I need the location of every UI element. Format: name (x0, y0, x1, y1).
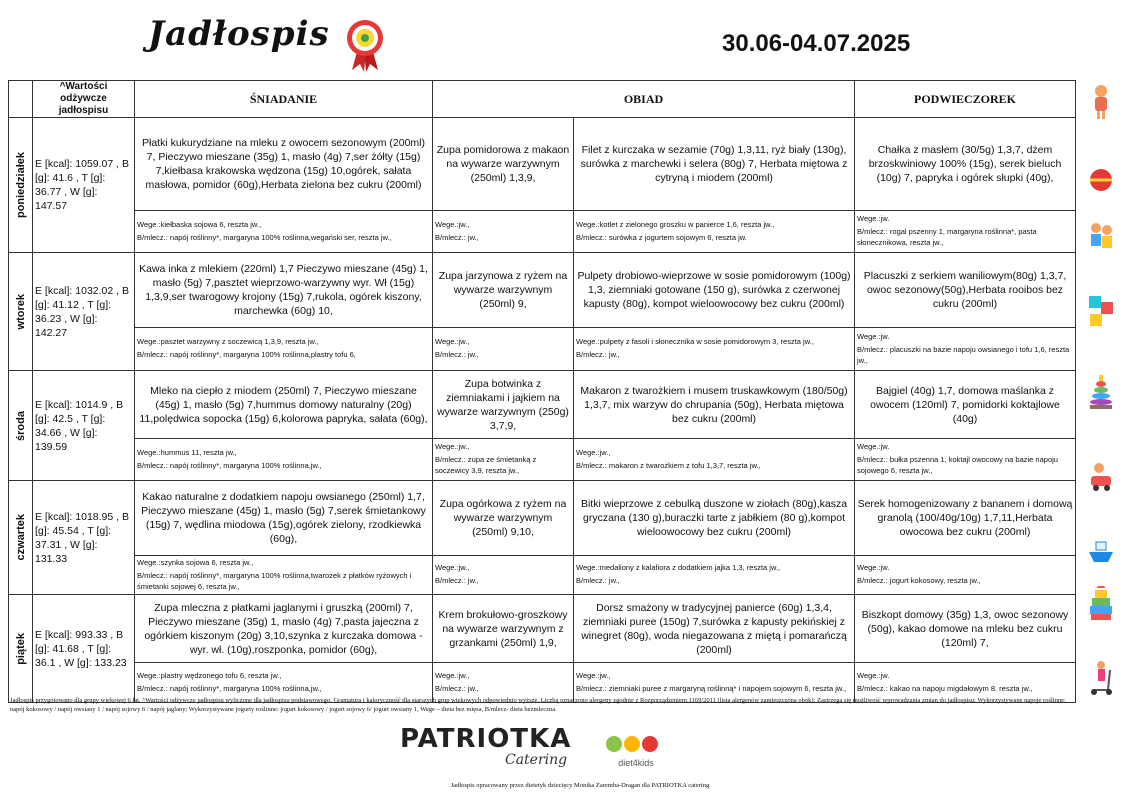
snack-alt-cell: Wege.:jw. B/mlecz.: kakao na napoju migdałowym 8. reszta jw., (855, 663, 1076, 703)
stacker-icon (1088, 374, 1114, 410)
date-range: 30.06-04.07.2025 (722, 30, 911, 57)
day-alt-row (9, 556, 1076, 595)
breakfast-alt-cell: Wege.:hummus 11, reszta jw., B/mlecz.: napój roślinny*, margaryna 100% roślinna,jw., (135, 439, 433, 481)
lunch-header: OBIAD (433, 81, 855, 118)
soup-cell: Krem brokułowo-groszkowy na wywarze warzywnym z grzankami (250ml) 1,9, (433, 595, 574, 663)
day-main-row (9, 253, 1076, 328)
soup-cell: Zupa pomidorowa z makaon na wywarze warzywnym (250ml) 1,3,9, (433, 118, 574, 211)
snack-alt-cell: Wege.:jw. B/mlecz.: rogal pszenny 1, margaryna roślinna*, pasta słonecznikowa, reszta jw., (855, 211, 1076, 253)
day-cell: czwartek (9, 481, 33, 595)
day-cell: wtorek (9, 253, 33, 371)
breakfast-alt-cell: Wege.:plastry wędzonego tofu 6, reszta jw., B/mlecz.: napój roślinny*, margaryna 100% roślinna,jw., (135, 663, 433, 703)
day-alt-row (9, 439, 1076, 481)
energy-cell: E [kcal]: 993.33 , B [g]: 41.68 , T [g]: 36.1 , W [g]: 133.23 (33, 595, 135, 703)
day-alt-row (9, 328, 1076, 371)
day-main-row (9, 481, 1076, 556)
soup-alt-cell: Wege.:jw., B/mlecz.: jw., (433, 663, 574, 703)
main-dish-cell: Pulpety drobiowo-wieprzowe w sosie pomidorowym (100g) 1,3, ziemniaki gotowane (150 g), surówka z czerwonej kapusty (80g), kompot wieloowocowy bez cukru (200ml) (574, 253, 855, 328)
breakfast-cell: Płatki kukurydziane na mleku z owocem sezonowym (200ml) 7, Pieczywo mieszane (35g) 1, masło (4g) 7,ser żółty (15g) 7,kiełbasa krakowska wędzona (15g) 10,ogórek, sałata masłowa, pomidor (60g),Herbata zielona bez cukru (200ml) (135, 118, 433, 211)
snack-cell: Chałka z masłem (30/5g) 1,3,7, dżem brzoskwiniowy 100% (15g), serek bieluch (10g) 7, papryka i ogórek słupki (40g), (855, 118, 1076, 211)
breakfast-alt-cell: Wege.:szynka sojowa 6, reszta jw., B/mlecz.: napój roślinny*, margaryna 100% roślinna,twarożek z płatków ryżowych i śmietanki sojowej 6, reszta jw., (135, 556, 433, 595)
patriotka-logo: PATRIOTKA (400, 724, 572, 754)
day-main-row (9, 118, 1076, 211)
main-alt-cell: Wege.:pulpety z fasoli i słonecznika w sosie pomidorowym 3, reszta jw., B/mlecz.: jw., (574, 328, 855, 371)
page-title: Jadłospis (148, 14, 330, 54)
ball-icon (1088, 162, 1114, 198)
soup-cell: Zupa botwinka z ziemniakami i jajkiem na wywarze warzywnym (250g) 3,7,9, (433, 371, 574, 439)
soup-alt-cell: Wege.:jw., B/mlecz.: jw., (433, 211, 574, 253)
soup-alt-cell: Wege.:jw., B/mlecz.: zupa ze śmietanką z soczewicy 3,9, reszta jw., (433, 439, 574, 481)
day-header (9, 81, 33, 118)
energy-cell: E [kcal]: 1032.02 , B [g]: 41.12 , T [g]: 36.23 , W [g]: 142.27 (33, 253, 135, 371)
soup-cell: Zupa jarzynowa z ryżem na wywarze warzywnym (250ml) 9, (433, 253, 574, 328)
scooter-icon (1088, 660, 1114, 696)
girl-icon (1088, 84, 1114, 120)
energy-header: ^Wartości odżywcze jadłospisu (33, 81, 135, 118)
snack-cell: Serek homogenizowany z bananem i domową granolą (100/40g/10g) 1,7,11,Herbata owocowa bez cukru (200ml) (855, 481, 1076, 556)
breakfast-alt-cell: Wege.:pasztet warzywny z soczewicą 1,3,9, reszta jw., B/mlecz.: napój roślinny*, margaryna 100% roślinna,plastry tofu 6, (135, 328, 433, 371)
kids-icon (1088, 218, 1114, 254)
catering-logo-text: Catering (505, 752, 568, 768)
day-cell: środa (9, 371, 33, 481)
menu-table (8, 80, 1076, 703)
diet4kids-logo (602, 732, 672, 772)
breakfast-cell: Mleko na ciepło z miodem (250ml) 7, Pieczywo mieszane (45g) 1, masło (5g) 7,hummus domowy naturalny (20g) 11,polędwica sopocka (15g) 6,kolorowa papryka, sałata (60g), (135, 371, 433, 439)
blocks-icon (1088, 294, 1114, 330)
main-dish-cell: Makaron z twarożkiem i musem truskawkowym (180/50g) 1,3,7, mix warzyw do chrupania (50g), Herbata miętowa bez cukru (200ml) (574, 371, 855, 439)
main-alt-cell: Wege.:kotlet z zielonego groszku w panierce 1,6, reszta jw., B/mlecz.: surówka z jogurtem sojowym 6, reszta jw. (574, 211, 855, 253)
breakfast-cell: Zupa mleczna z płatkami jaglanymi i gruszką (200ml) 7, Pieczywo mieszane (35g) 1, masło (4g) 7,pasta jajeczna z ogórkiem kiszonym (20g) 3,10,szynka z kurczaka domowa - wyr. wł. (10g),roszponka, pomidor (60g), (135, 595, 433, 663)
energy-cell: E [kcal]: 1059.07 , B [g]: 41.6 , T [g]: 36.77 , W [g]: 147.57 (33, 118, 135, 253)
soup-alt-cell: Wege.:jw., B/mlecz.: jw., (433, 556, 574, 595)
car-icon (1088, 460, 1114, 496)
day-cell: poniedziałek (9, 118, 33, 253)
snack-cell: Placuszki z serkiem waniliowym(80g) 1,3,7, owoc sezonowy(50g),Herbata rooibos bez cukru (200ml) (855, 253, 1076, 328)
snack-alt-cell: Wege.:jw. B/mlecz.: placuszki na bazie napoju owsianego i tofu 1,6, reszta jw., (855, 328, 1076, 371)
day-main-row (9, 371, 1076, 439)
breakfast-header: ŚNIADANIE (135, 81, 433, 118)
allergen-footnote: Jadłospis przygotowano dla grupy wiekowej 6 lat. ^Wartości odżywcze jadłospisu wyliczone dla jadłospisu podstawowego. Gramatura i kaloryczność dla starszych grup wiekowych odpowiednio wyższe. Liczbą oznaczono alergeny zgodnie z Rozporządzeniem 1169/2011 (lista alergenów zamieszczona obok); Zastrzega się możliwość wprowadzania zmian do jadłospisu; Wykorzystywane napoje roślinne: napój kokosowy / napój owsiany 1 / napój sojowy 6 / napój jaglany; Wykorzystywane jogurty roślinne: jogurt kokosowy / jogurt sojowy 6/ jogurt owsiany 1, Wege – dieta bez mięsa, B/mlecz- dieta bezmleczna. (10, 697, 1066, 713)
main-alt-cell: Wege.:medaliony z kalafiora z dodatkiem jajka 1,3, reszta jw., B/mlecz.: jw., (574, 556, 855, 595)
day-main-row (9, 595, 1076, 663)
soup-alt-cell: Wege.:jw., B/mlecz.: jw., (433, 328, 574, 371)
snack-alt-cell: Wege.:jw. B/mlecz.: bułka pszenna 1, koktajl owocowy na bazie napoju sojowego 6, reszta jw., (855, 439, 1076, 481)
svg-text:diet4kids: diet4kids (618, 758, 654, 768)
breakfast-alt-cell: Wege.:kiełbaska sojowa 6, reszta jw., B/mlecz.: napój roślinny*, margaryna 100% roślinna,wegański ser, reszta jw., (135, 211, 433, 253)
header-row (9, 81, 1076, 118)
energy-cell: E [kcal]: 1018.95 , B [g]: 45.54 , T [g]: 37.31 , W [g]: 131.33 (33, 481, 135, 595)
snack-cell: Bajgiel (40g) 1,7, domowa maślanka z owocem (120ml) 7, pomidorki koktajlowe (40g) (855, 371, 1076, 439)
breakfast-cell: Kakao naturalne z dodatkiem napoju owsianego (250ml) 1,7, Pieczywo mieszane (45g) 1, masło (5g) 7,serek śmietankowy (15g) 7, wędlina miodowa (15g),ogórek zielony, rzodkiewka (60g), (135, 481, 433, 556)
main-dish-cell: Dorsz smażony w tradycyjnej panierce (60g) 1,3,4, ziemniaki puree (150g) 7,surówka z kapusty pekińskiej z winegret (80g), woda niegazowana z miętą i pomarańczą (200ml) (574, 595, 855, 663)
dietitian-note: Jadłospis opracowany przez dietetyk dziecięcy Monika Zaremba-Dragan dla PATRIOTKA catering (450, 782, 710, 789)
main-dish-cell: Filet z kurczaka w sezamie (70g) 1,3,11, ryż biały (130g), surówka z marchewki i selera (80g) 7, Herbata miętowa z cytryną i miodem (200ml) (574, 118, 855, 211)
tower-icon (1088, 586, 1114, 622)
snack-header: PODWIECZOREK (855, 81, 1076, 118)
main-alt-cell: Wege.:jw., B/mlecz.: ziemniaki puree z margaryną roślinną* i napojem sojowym 6, reszta jw., (574, 663, 855, 703)
day-cell: piątek (9, 595, 33, 703)
snack-cell: Biszkopt domowy (35g) 1,3, owoc sezonowy (50g), kakao domowe na mleku bez cukru (120ml) 7, (855, 595, 1076, 663)
soup-cell: Zupa ogórkowa z ryżem na wywarze warzywnym (250ml) 9,10, (433, 481, 574, 556)
breakfast-cell: Kawa inka z mlekiem (220ml) 1,7 Pieczywo mieszane (45g) 1, masło (5g) 7,pasztet wieprzowo-warzywny wyr. Wł (15g) 1,3,9,ser twarogowy krojony (15g) 7,rukola, ogórek kiszony, marchewka (60g) 10, (135, 253, 433, 328)
main-dish-cell: Bitki wieprzowe z cebulką duszone w ziołach (80g),kasza gryczana (130 g),buraczki tarte z jabłkiem (80 g),kompot wieloowocowy bez cukru (200ml) (574, 481, 855, 556)
snack-alt-cell: Wege.:jw. B/mlecz.: jogurt kokosowy, reszta jw., (855, 556, 1076, 595)
boat-icon (1088, 534, 1114, 570)
main-alt-cell: Wege.:jw., B/mlecz.: makaron z twarożkiem z tofu 1,3,7, reszta jw., (574, 439, 855, 481)
day-alt-row (9, 211, 1076, 253)
rosette-icon (344, 18, 386, 72)
energy-cell: E [kcal]: 1014.9 , B [g]: 42.5 , T [g]: 34.66 , W [g]: 139.59 (33, 371, 135, 481)
